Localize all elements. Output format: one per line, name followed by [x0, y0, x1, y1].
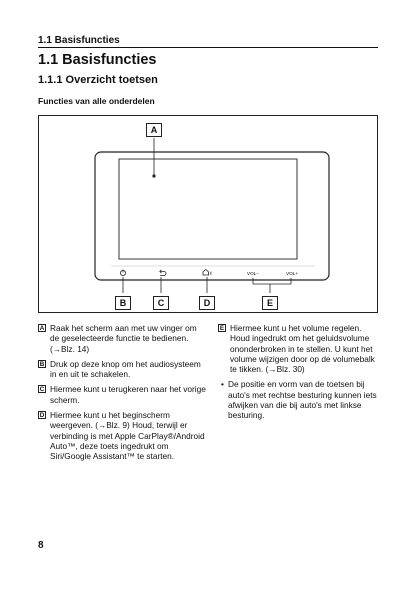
page-number: 8: [38, 540, 44, 551]
note-text: De positie en vorm van de toetsen bij auto's met rechtse besturing kunnen iets afwijken van die bij auto's met linkse besturing.: [228, 379, 377, 421]
vol-plus-label: VOL+: [286, 271, 298, 276]
legend-key-c: C: [39, 386, 45, 394]
legend-item-c: [38, 384, 208, 405]
note-bullet: [218, 379, 378, 420]
callout-c: C: [153, 296, 169, 310]
legend-item-b: [38, 359, 208, 380]
section-subtitle: 1.1.1 Overzicht toetsen: [38, 74, 158, 86]
callout-a: A: [146, 123, 162, 137]
legend-text-b: Druk op deze knop om het audiosysteem in en uit te schakelen.: [50, 358, 201, 380]
legend-key-d: D: [39, 412, 45, 420]
legend-text-e: Hiermee kunt u het volume regelen. Houd ingedrukt om het geluidsvolume ononderbroken in te stellen. U kunt het volume wijzigen door op de volumebalk te tikken. (→Blz. 30): [230, 323, 375, 375]
header-divider: [38, 47, 378, 48]
bullet-dot-icon: •: [221, 379, 224, 390]
legend-text-c: Hiermee kunt u terugkeren naar het vorige scherm.: [50, 384, 206, 405]
page-title: 1.1 Basisfuncties: [38, 52, 157, 68]
legend-item-d: [38, 410, 208, 461]
touch-screen: [119, 159, 297, 259]
legend-column-left: [38, 323, 208, 467]
legend-text-a: Raak het scherm aan met uw vinger om de geselecteerde functie te bedienen. (→Blz. 14): [50, 323, 197, 354]
running-header: 1.1 Basisfuncties: [38, 35, 120, 46]
legend-text-d: Hiermee kunt u het beginscherm weergeven. (→Blz. 9) Houd, terwijl er verbinding is met Apple CarPlay®/Android Auto™, deze toets ingedrukt om Siri/Google Assistant™ te starten.: [50, 410, 205, 462]
legend-key-a: A: [39, 325, 45, 332]
vol-minus-label: VOL−: [247, 271, 259, 276]
legend-key-b: B: [39, 360, 45, 368]
legend-column-right: [218, 323, 378, 421]
callout-b: B: [115, 296, 131, 310]
head-unit-diagram: [39, 116, 379, 314]
svg-text:ℓ: ℓ: [210, 271, 212, 277]
legend-item-e: [218, 323, 378, 374]
figure-frame: [38, 115, 378, 313]
callout-e: E: [262, 296, 278, 310]
callout-d: D: [199, 296, 215, 310]
subheading: Functies van alle onderdelen: [38, 96, 155, 106]
legend-item-a: [38, 323, 208, 354]
legend-key-e: E: [219, 325, 225, 332]
